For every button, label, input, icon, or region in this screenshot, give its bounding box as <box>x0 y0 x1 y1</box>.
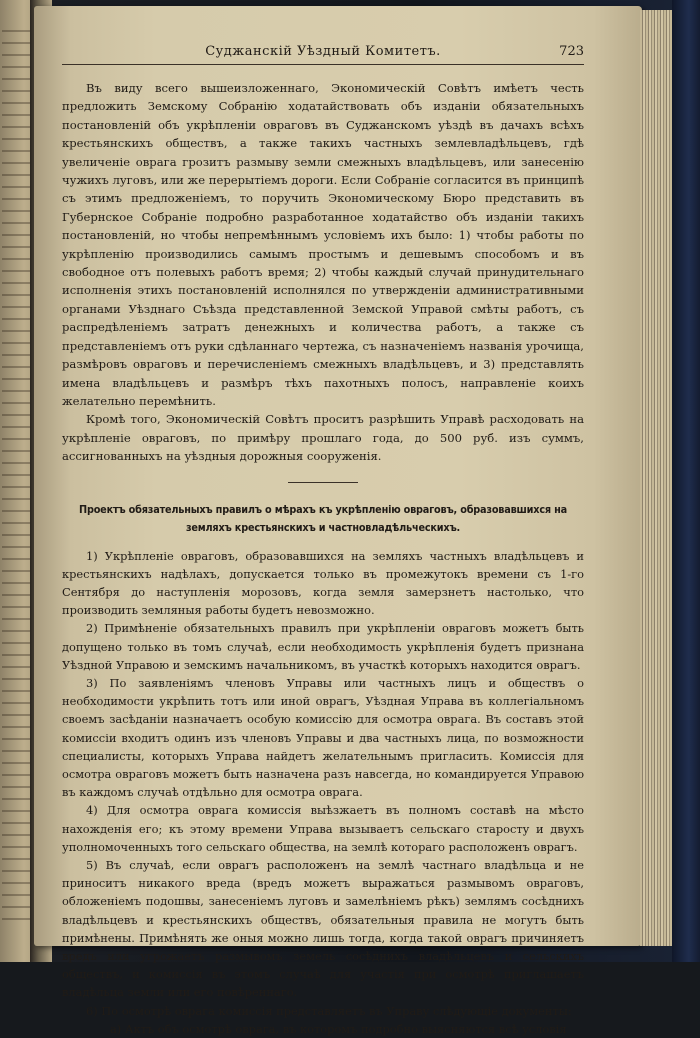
body-paragraph: Кромѣ того, Экономическій Совѣтъ проситъ разрѣшить Управѣ расходовать на укрѣпленіе овраговъ, по примѣру прошлаго года, до 500 руб. изъ суммъ, ассигнованныхъ на уѣздныя дорожныя сооруженія. <box>62 412 584 464</box>
body-paragraph: Въ виду всего вышеизложеннаго, Экономическій Совѣтъ имѣетъ честь предложить Земскому Собранію ходатайствовать объ изданіи обязательныхъ постановленій объ укрѣпленіи овраговъ въ Суджанскомъ уѣздѣ въ дачахъ всѣхъ крестьянскихъ обществъ, а также такихъ частныхъ землевладѣльцевъ, гдѣ увеличеніе оврага грозитъ размыву земли смежныхъ владѣльцевъ, или занесенію чужихъ луговъ, или же перерытіемъ дороги. Если Собраніе согласится въ принципѣ съ этимъ предложеніемъ, то поручить Экономическому Бюро представить въ Губернское Собраніе подробно разработанное ходатайство объ изданіи такихъ постановленій, но чтобы непремѣннымъ условіемъ ихъ было: 1) чтобы работы по укрѣпленію производились самымъ простымъ и дешевымъ способомъ и въ свободное отъ полевыхъ работъ время; 2) чтобы каждый случай принудительнаго исполненія этихъ постановленій исполнялся по утвержденіи административными органами Уѣзднаго Съѣзда представленной Земской Управой смѣты работъ, съ распредѣленіемъ затратъ денежныхъ и количества работъ, а также съ представленіемъ отъ руки сдѣланнаго чертежа, съ назначеніемъ названія урочища, размѣровъ овраговъ и перечисленіемъ смежныхъ владѣльцевъ, и 3) представлять имена владѣльцевъ и размѣръ тѣхъ пахотныхъ полосъ, направленіе коихъ желательно перемѣнить. <box>62 81 584 408</box>
rule-sub-item: а) Актъ объ осмотрѣ оврага, въ которомъ подробно выясняются всѣ условія <box>110 1021 567 1036</box>
page-content <box>62 40 584 1038</box>
book-cover-edge <box>672 0 700 962</box>
rule-item: 1) Укрѣпленіе овраговъ, образовавшихся на земляхъ частныхъ владѣльцевъ и крестьянскихъ надѣлахъ, допускается только въ промежутокъ времени съ 1-го Сентября до наступленія морозовъ, когда земля замерзнетъ настолько, что производить земляныя работы будетъ невозможно. <box>62 548 584 618</box>
running-head <box>62 40 584 65</box>
section-divider <box>288 482 358 483</box>
section-heading: Проектъ обязательныхъ правилъ о мѣрахъ къ укрѣпленію овраговъ, образовавшихся на земляхъ крестьянскихъ и частновладѣльческихъ. <box>79 502 567 534</box>
running-title: Суджанскій Уѣздный Комитетъ. <box>205 44 441 59</box>
rule-item: 6) По осмотрѣ оврага комиссія представляетъ въ Управу слѣдующіе документы: <box>86 1003 572 1018</box>
page-number: 723 <box>559 44 584 59</box>
rule-item: 3) По заявленіямъ членовъ Управы или частныхъ лицъ и обществъ о необходимости укрѣпить тотъ или иной оврагъ, Уѣздная Управа въ коллегіальномъ своемъ засѣданіи назначаетъ особую комиссію для осмотра оврага. Въ составъ этой комиссіи входитъ одинъ изъ членовъ Управы и два частныхъ лица, по возможности специалисты, которыхъ Управа найдетъ желательнымъ пригласить. Комиссія для осмотра овраговъ можетъ быть назначена разъ навсегда, но командируется Управою въ каждомъ случаѣ отдѣльно для осмотра оврага. <box>62 675 584 800</box>
rule-item: 4) Для осмотра оврага комиссія выѣзжаетъ въ полномъ составѣ на мѣсто нахожденія его; къ этому времени Управа вызываетъ сельскаго старосту и двухъ уполномоченныхъ того сельскаго общества, на землѣ котораго расположенъ оврагъ. <box>62 803 584 854</box>
rule-item: 2) Примѣненіе обязательныхъ правилъ при укрѣпленіи овраговъ можетъ быть допущено только въ томъ случаѣ, если необходимость укрѣпленія будетъ признана Уѣздной Управою и земскимъ начальникомъ, въ участкѣ которыхъ находится оврагъ. <box>62 621 584 672</box>
rule-item: 5) Въ случаѣ, если оврагъ расположенъ на землѣ частнаго владѣльца и не приноситъ никакого вреда (вредъ можетъ выражаться размывомъ овраговъ, обложеніемъ подошвы, занесеніемъ луговъ и замелѣніемъ рѣкъ) землямъ сосѣднихъ владѣльцевъ и крестьянскихъ обществъ, обязательныя правила не могутъ быть примѣнены. Примѣнять же оныя можно лишь тогда, когда такой оврагъ причиняетъ вредъ или угрожаетъ размывомъ земель сосѣднихъ владѣльцевъ и сельскихъ обществъ, и комиссія въ этомъ случаѣ для участія при осмотрѣ приглашаетъ владѣльца земли или его повѣреннаго. <box>62 857 584 1000</box>
